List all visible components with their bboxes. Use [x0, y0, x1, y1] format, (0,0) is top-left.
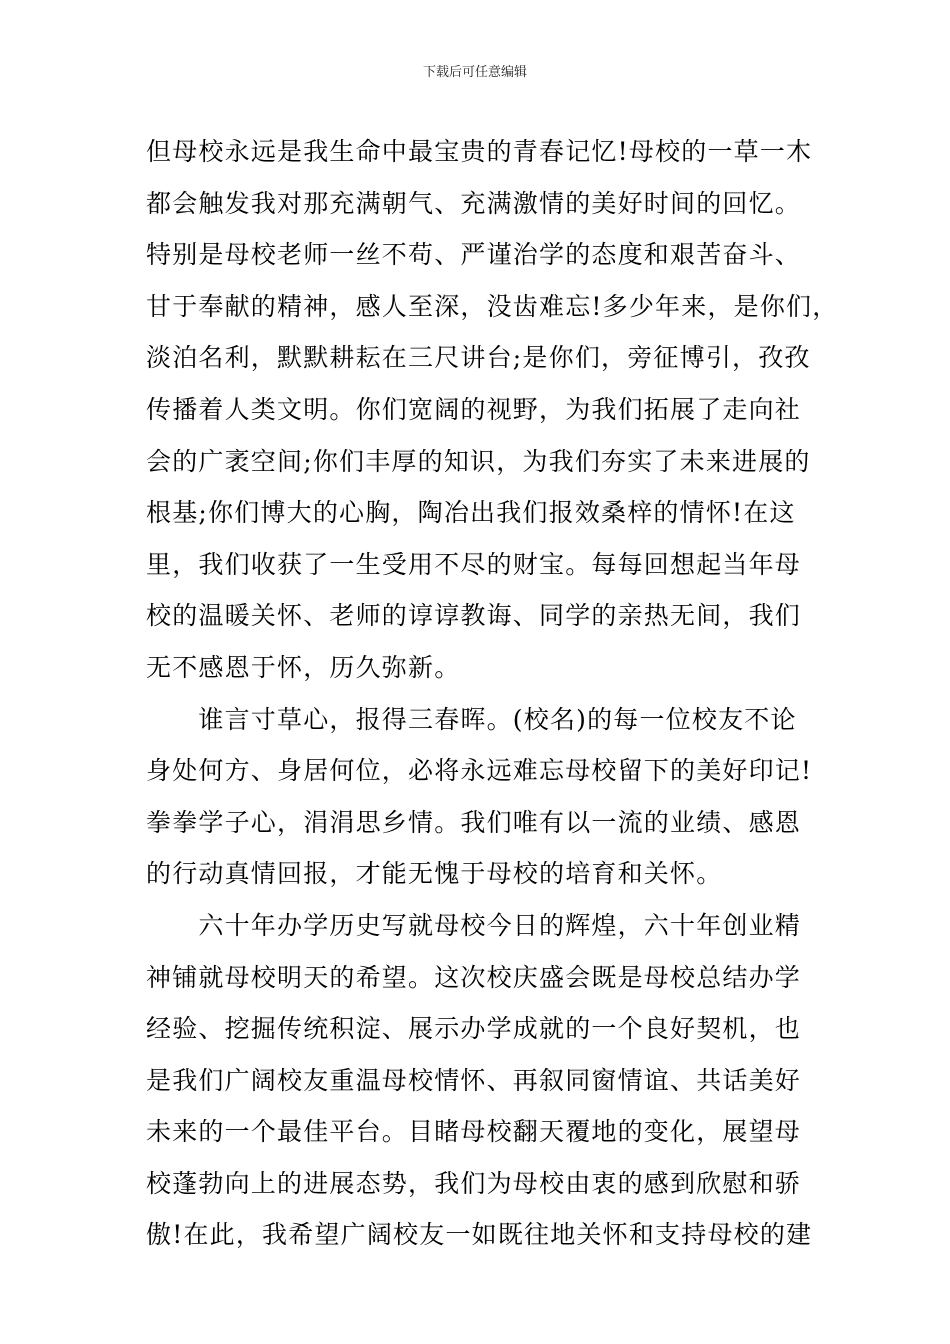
paragraph [146, 126, 839, 694]
text-line: 特别是母校老师一丝不苟、严谨治学的态度和艰苦奋斗、 [146, 240, 802, 270]
paragraph [146, 694, 813, 900]
text-line: 但母校永远是我生命中最宝贵的青春记忆!母校的一草一木 [146, 137, 813, 166]
text-line: 校的温暖关怀、老师的谆谆教诲、同学的亲热无间，我们 [146, 601, 802, 631]
text-line: 都会触发我对那充满朝气、充满激情的美好时间的回忆。 [146, 188, 802, 218]
text-line: 会的广袤空间;你们丰厚的知识，为我们夯实了未来进展的 [146, 446, 811, 476]
text-line: 身处何方、身居何位，必将永远难忘母校留下的美好印记! [146, 756, 813, 786]
text-line: 未来的一个最佳平台。目睹母校翻天覆地的变化，展望母 [146, 1117, 802, 1147]
text-line: 经验、挖掘传统积淀、展示办学成就的一个良好契机，也 [146, 1014, 802, 1044]
text-line: 甘于奉献的精神，感人至深，没齿难忘!多少年来，是你们， [146, 291, 839, 321]
paragraph [146, 900, 813, 1261]
text-line: 是我们广阔校友重温母校情怀、再叙同窗情谊、共话美好 [146, 1065, 802, 1095]
text-line: 六十年办学历史写就母校今日的辉煌，六十年创业精 [146, 910, 802, 940]
text-line: 拳拳学子心，涓涓思乡情。我们唯有以一流的业绩、感恩 [146, 807, 802, 837]
text-line: 传播着人类文明。你们宽阔的视野，为我们拓展了走向社 [146, 394, 802, 424]
text-line: 无不感恩于怀，历久弥新。 [146, 652, 461, 682]
text-line: 傲!在此，我希望广阔校友一如既往地关怀和支持母校的建 [146, 1220, 813, 1250]
text-line: 谁言寸草心，报得三春晖。(校名)的每一位校友不论 [146, 704, 797, 734]
text-line: 根基;你们博大的心胸，陶冶出我们报效桑梓的情怀!在这 [146, 498, 796, 528]
text-line: 神铺就母校明天的希望。这次校庆盛会既是母校总结办学 [146, 962, 802, 992]
document-body [146, 126, 839, 1261]
text-line: 的行动真情回报，才能无愧于母校的培育和关怀。 [146, 859, 723, 889]
text-line: 淡泊名利，默默耕耘在三尺讲台;是你们，旁征博引，孜孜 [146, 343, 811, 373]
text-line: 里，我们收获了一生受用不尽的财宝。每每回想起当年母 [146, 549, 802, 579]
text-line: 校蓬勃向上的进展态势，我们为母校由衷的感到欣慰和骄 [146, 1168, 802, 1198]
page-header: 下载后可任意编辑 [422, 65, 527, 80]
